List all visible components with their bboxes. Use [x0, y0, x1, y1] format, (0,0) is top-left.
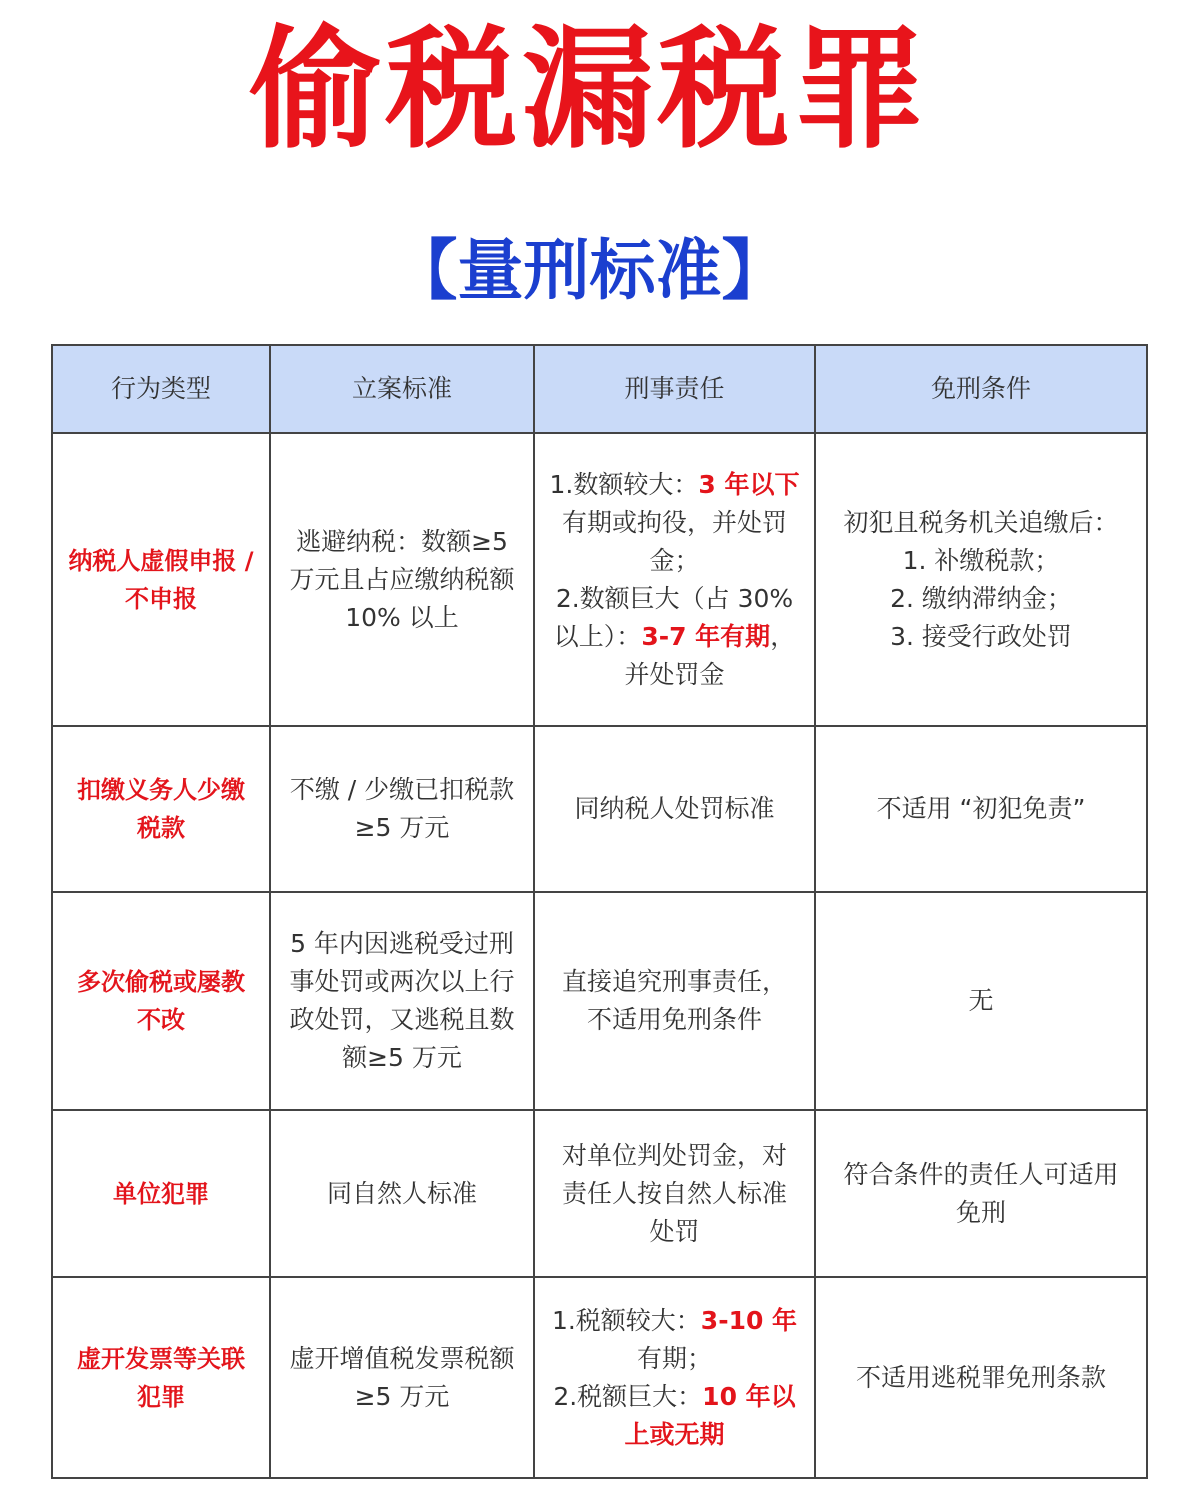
behavior-type-line: 单位犯罪	[113, 1179, 209, 1208]
table-row	[52, 892, 1147, 1110]
sentencing-standards-table	[51, 344, 1148, 1479]
page-subtitle: 【量刑标准】	[391, 232, 788, 309]
cell-criminal-liability	[534, 1110, 815, 1277]
table-row	[52, 726, 1147, 892]
text-line	[541, 656, 808, 694]
text-segment: 5 年内因逃税受过刑	[290, 929, 514, 958]
text-line	[822, 1359, 1140, 1397]
text-segment: 同纳税人处罚标准	[574, 794, 775, 823]
text-line	[822, 982, 1140, 1020]
text-segment: 2.数额巨大（占 30%	[555, 583, 794, 613]
text-line	[277, 925, 527, 963]
table-row	[52, 433, 1147, 726]
cell-exemption-conditions	[815, 1110, 1147, 1277]
text-segment: 政处罚，又逃税且数	[289, 1005, 515, 1034]
cell-criminal-liability	[534, 1277, 815, 1478]
text-line	[277, 771, 527, 809]
text-segment: 2.税额巨大：	[553, 1381, 703, 1411]
text-segment: 符合条件的责任人可适用	[843, 1159, 1119, 1189]
cell-filing-standard	[270, 726, 534, 892]
text-segment: 额≥5 万元	[342, 1043, 462, 1072]
text-segment: 免刑	[955, 1197, 1006, 1227]
text-line	[541, 504, 808, 542]
behavior-type-line: 不改	[137, 1006, 185, 1034]
highlighted-penalty: 3-10 年	[700, 1305, 798, 1335]
text-line	[541, 1302, 808, 1340]
cell-filing-standard	[270, 892, 534, 1110]
text-line	[822, 580, 1140, 618]
text-line	[541, 618, 808, 656]
table-header-row	[52, 345, 1147, 433]
text-segment: 对单位判处罚金，对	[561, 1140, 787, 1170]
page-title: 偷税漏税罪	[249, 13, 930, 167]
text-segment: 不适用 “初犯免责”	[876, 794, 1086, 823]
text-line	[541, 1001, 808, 1039]
text-line	[541, 1213, 808, 1251]
header-exemption-conditions: 免刑条件	[815, 345, 1147, 433]
text-line	[541, 1137, 808, 1175]
cell-exemption-conditions	[815, 1277, 1147, 1478]
behavior-type-line: 扣缴义务人少缴	[77, 776, 245, 804]
text-line	[277, 523, 527, 561]
text-line	[277, 1175, 527, 1213]
text-line	[277, 561, 527, 599]
table-row	[52, 1110, 1147, 1277]
text-line	[541, 1378, 808, 1416]
text-line	[541, 963, 808, 1001]
cell-behavior-type	[52, 433, 270, 726]
cell-exemption-conditions	[815, 726, 1147, 892]
text-segment: ≥5 万元	[354, 1381, 450, 1411]
text-segment: 有期；	[636, 1343, 712, 1373]
text-line	[822, 1156, 1140, 1194]
text-segment: 直接追究刑事责任，	[561, 967, 787, 996]
text-line	[277, 1340, 527, 1378]
text-line	[277, 1039, 527, 1077]
text-line	[277, 1001, 527, 1039]
text-segment: 同自然人标准	[326, 1178, 477, 1208]
cell-criminal-liability	[534, 433, 815, 726]
text-segment: 责任人按自然人标准	[561, 1178, 787, 1208]
text-line	[541, 1175, 808, 1213]
behavior-type-line: 犯罪	[137, 1382, 185, 1411]
cell-criminal-liability	[534, 892, 815, 1110]
text-segment: 万元且占应缴纳税额	[289, 564, 515, 594]
highlighted-penalty: 3-7 年有期	[641, 621, 771, 651]
text-segment: ≥5 万元	[354, 813, 450, 842]
cell-filing-standard	[270, 1110, 534, 1277]
text-segment: 不适用逃税罪免刑条款	[855, 1362, 1106, 1392]
cell-filing-standard	[270, 1277, 534, 1478]
text-line	[277, 963, 527, 1001]
text-line	[822, 542, 1140, 580]
header-behavior-type: 行为类型	[52, 345, 270, 433]
cell-exemption-conditions	[815, 892, 1147, 1110]
text-segment: 不缴 / 少缴已扣税款	[289, 775, 515, 804]
text-segment: 有期或拘役，并处罚	[561, 507, 787, 537]
cell-behavior-type	[52, 1110, 270, 1277]
text-line	[822, 1194, 1140, 1232]
behavior-type-line: 不申报	[125, 584, 197, 613]
text-line	[541, 790, 808, 828]
text-line	[277, 599, 527, 637]
text-segment: 初犯且税务机关追缴后：	[843, 507, 1119, 537]
behavior-type-line: 多次偷税或屡教	[77, 968, 245, 996]
text-segment: 10% 以上	[345, 602, 459, 632]
text-segment: 3. 接受行政处罚	[890, 621, 1072, 651]
header-filing-standard: 立案标准	[270, 345, 534, 433]
highlighted-penalty: 10 年以	[702, 1381, 796, 1411]
behavior-type-line: 税款	[137, 814, 185, 842]
cell-behavior-type	[52, 726, 270, 892]
text-line	[541, 1416, 808, 1454]
text-segment: 以上）：	[553, 621, 642, 651]
cell-behavior-type	[52, 892, 270, 1110]
text-segment: 处罚	[649, 1216, 700, 1246]
text-segment: 不适用免刑条件	[586, 1005, 762, 1034]
text-line	[822, 618, 1140, 656]
text-segment: 虚开增值税发票税额	[289, 1343, 515, 1373]
highlighted-penalty: 上或无期	[624, 1419, 725, 1449]
text-segment: 无	[968, 986, 994, 1015]
header-criminal-liability: 刑事责任	[534, 345, 815, 433]
text-line	[822, 790, 1140, 828]
text-segment: 1.税额较大：	[551, 1305, 701, 1335]
text-line	[541, 542, 808, 580]
text-segment: 逃避纳税：数额≥5	[296, 526, 508, 556]
text-segment: ，	[770, 621, 796, 651]
cell-exemption-conditions	[815, 433, 1147, 726]
cell-behavior-type	[52, 1277, 270, 1478]
table-row	[52, 1277, 1147, 1478]
text-line	[277, 1378, 527, 1416]
behavior-type-line: 纳税人虚假申报 /	[68, 546, 254, 575]
text-line	[822, 504, 1140, 542]
text-line	[541, 1340, 808, 1378]
text-segment: 1.数额较大：	[549, 469, 699, 499]
text-line	[541, 466, 808, 504]
cell-filing-standard	[270, 433, 534, 726]
behavior-type-line: 虚开发票等关联	[77, 1344, 245, 1373]
text-line	[277, 809, 527, 847]
text-segment: 并处罚金	[624, 659, 725, 689]
highlighted-penalty: 3 年以下	[698, 469, 800, 499]
text-line	[541, 580, 808, 618]
cell-criminal-liability	[534, 726, 815, 892]
text-segment: 1. 补缴税款；	[902, 545, 1060, 575]
text-segment: 事处罚或两次以上行	[289, 967, 515, 996]
text-segment: 金；	[649, 545, 700, 575]
text-segment: 2. 缴纳滞纳金；	[890, 583, 1072, 613]
